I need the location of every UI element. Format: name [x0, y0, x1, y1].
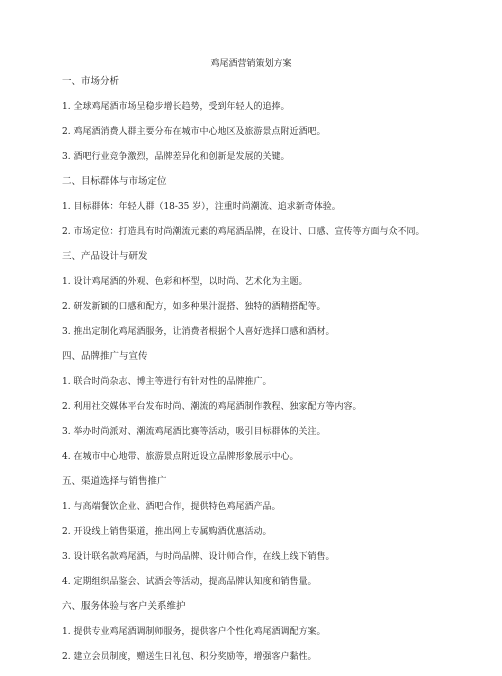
list-item: 1. 设计鸡尾酒的外观、色彩和杯型，以时尚、艺术化为主题。 — [62, 277, 308, 287]
list-item: 1. 提供专业鸡尾酒调制师服务，提供客户个性化鸡尾酒调配方案。 — [62, 627, 326, 637]
document-title: 鸡尾酒营销策划方案 — [210, 59, 292, 69]
section-heading: 三、产品设计与研发 — [62, 251, 148, 262]
list-item: 2. 利用社交媒体平台发布时尚、潮流的鸡尾酒制作教程、独家配方等内容。 — [62, 402, 362, 412]
list-item: 3. 举办时尚派对、潮流鸡尾酒比赛等活动，吸引目标群体的关注。 — [62, 427, 326, 437]
list-item: 2. 建立会员制度，赠送生日礼包、积分奖励等，增强客户黏性。 — [62, 652, 317, 662]
section-heading: 四、品牌推广与宣传 — [62, 351, 148, 362]
list-item: 1. 联合时尚杂志、博主等进行有针对性的品牌推广。 — [62, 377, 272, 387]
section-heading: 五、渠道选择与销售推广 — [62, 476, 167, 487]
list-item: 2. 开设线上销售渠道，推出网上专属购酒优惠活动。 — [62, 527, 272, 537]
list-item: 4. 在城市中心地带、旅游景点附近设立品牌形象展示中心。 — [62, 452, 299, 462]
section-heading: 一、市场分析 — [62, 76, 120, 87]
list-item: 2. 鸡尾酒消费人群主要分布在城市中心地区及旅游景点附近酒吧。 — [62, 127, 326, 137]
list-item: 2. 市场定位：打造具有时尚潮流元素的鸡尾酒品牌，在设计、口感、宣传等方面与众不同。 — [62, 227, 425, 237]
list-item: 3. 设计联名款鸡尾酒，与时尚品牌、设计师合作，在线上线下销售。 — [62, 552, 335, 562]
list-item: 1. 全球鸡尾酒市场呈稳步增长趋势，受到年轻人的追捧。 — [62, 102, 290, 112]
list-item: 1. 与高端餐饮企业、酒吧合作，提供特色鸡尾酒产品。 — [62, 502, 281, 512]
list-item: 2. 研发新颖的口感和配方，如多种果汁混搭、独特的酒精搭配等。 — [62, 302, 326, 312]
list-item: 3. 酒吧行业竞争激烈，品牌差异化和创新是发展的关键。 — [62, 152, 290, 162]
list-item: 3. 推出定制化鸡尾酒服务，让消费者根据个人喜好选择口感和酒材。 — [62, 327, 335, 337]
list-item: 1. 目标群体：年轻人群（18-35 岁），注重时尚潮流、追求新奇体验。 — [62, 202, 341, 212]
document-body — [62, 76, 482, 676]
section-heading: 六、服务体验与客户关系维护 — [62, 601, 186, 612]
list-item: 4. 定期组织品鉴会、试酒会等活动，提高品牌认知度和销售量。 — [62, 577, 317, 587]
section-heading: 二、目标群体与市场定位 — [62, 176, 167, 187]
